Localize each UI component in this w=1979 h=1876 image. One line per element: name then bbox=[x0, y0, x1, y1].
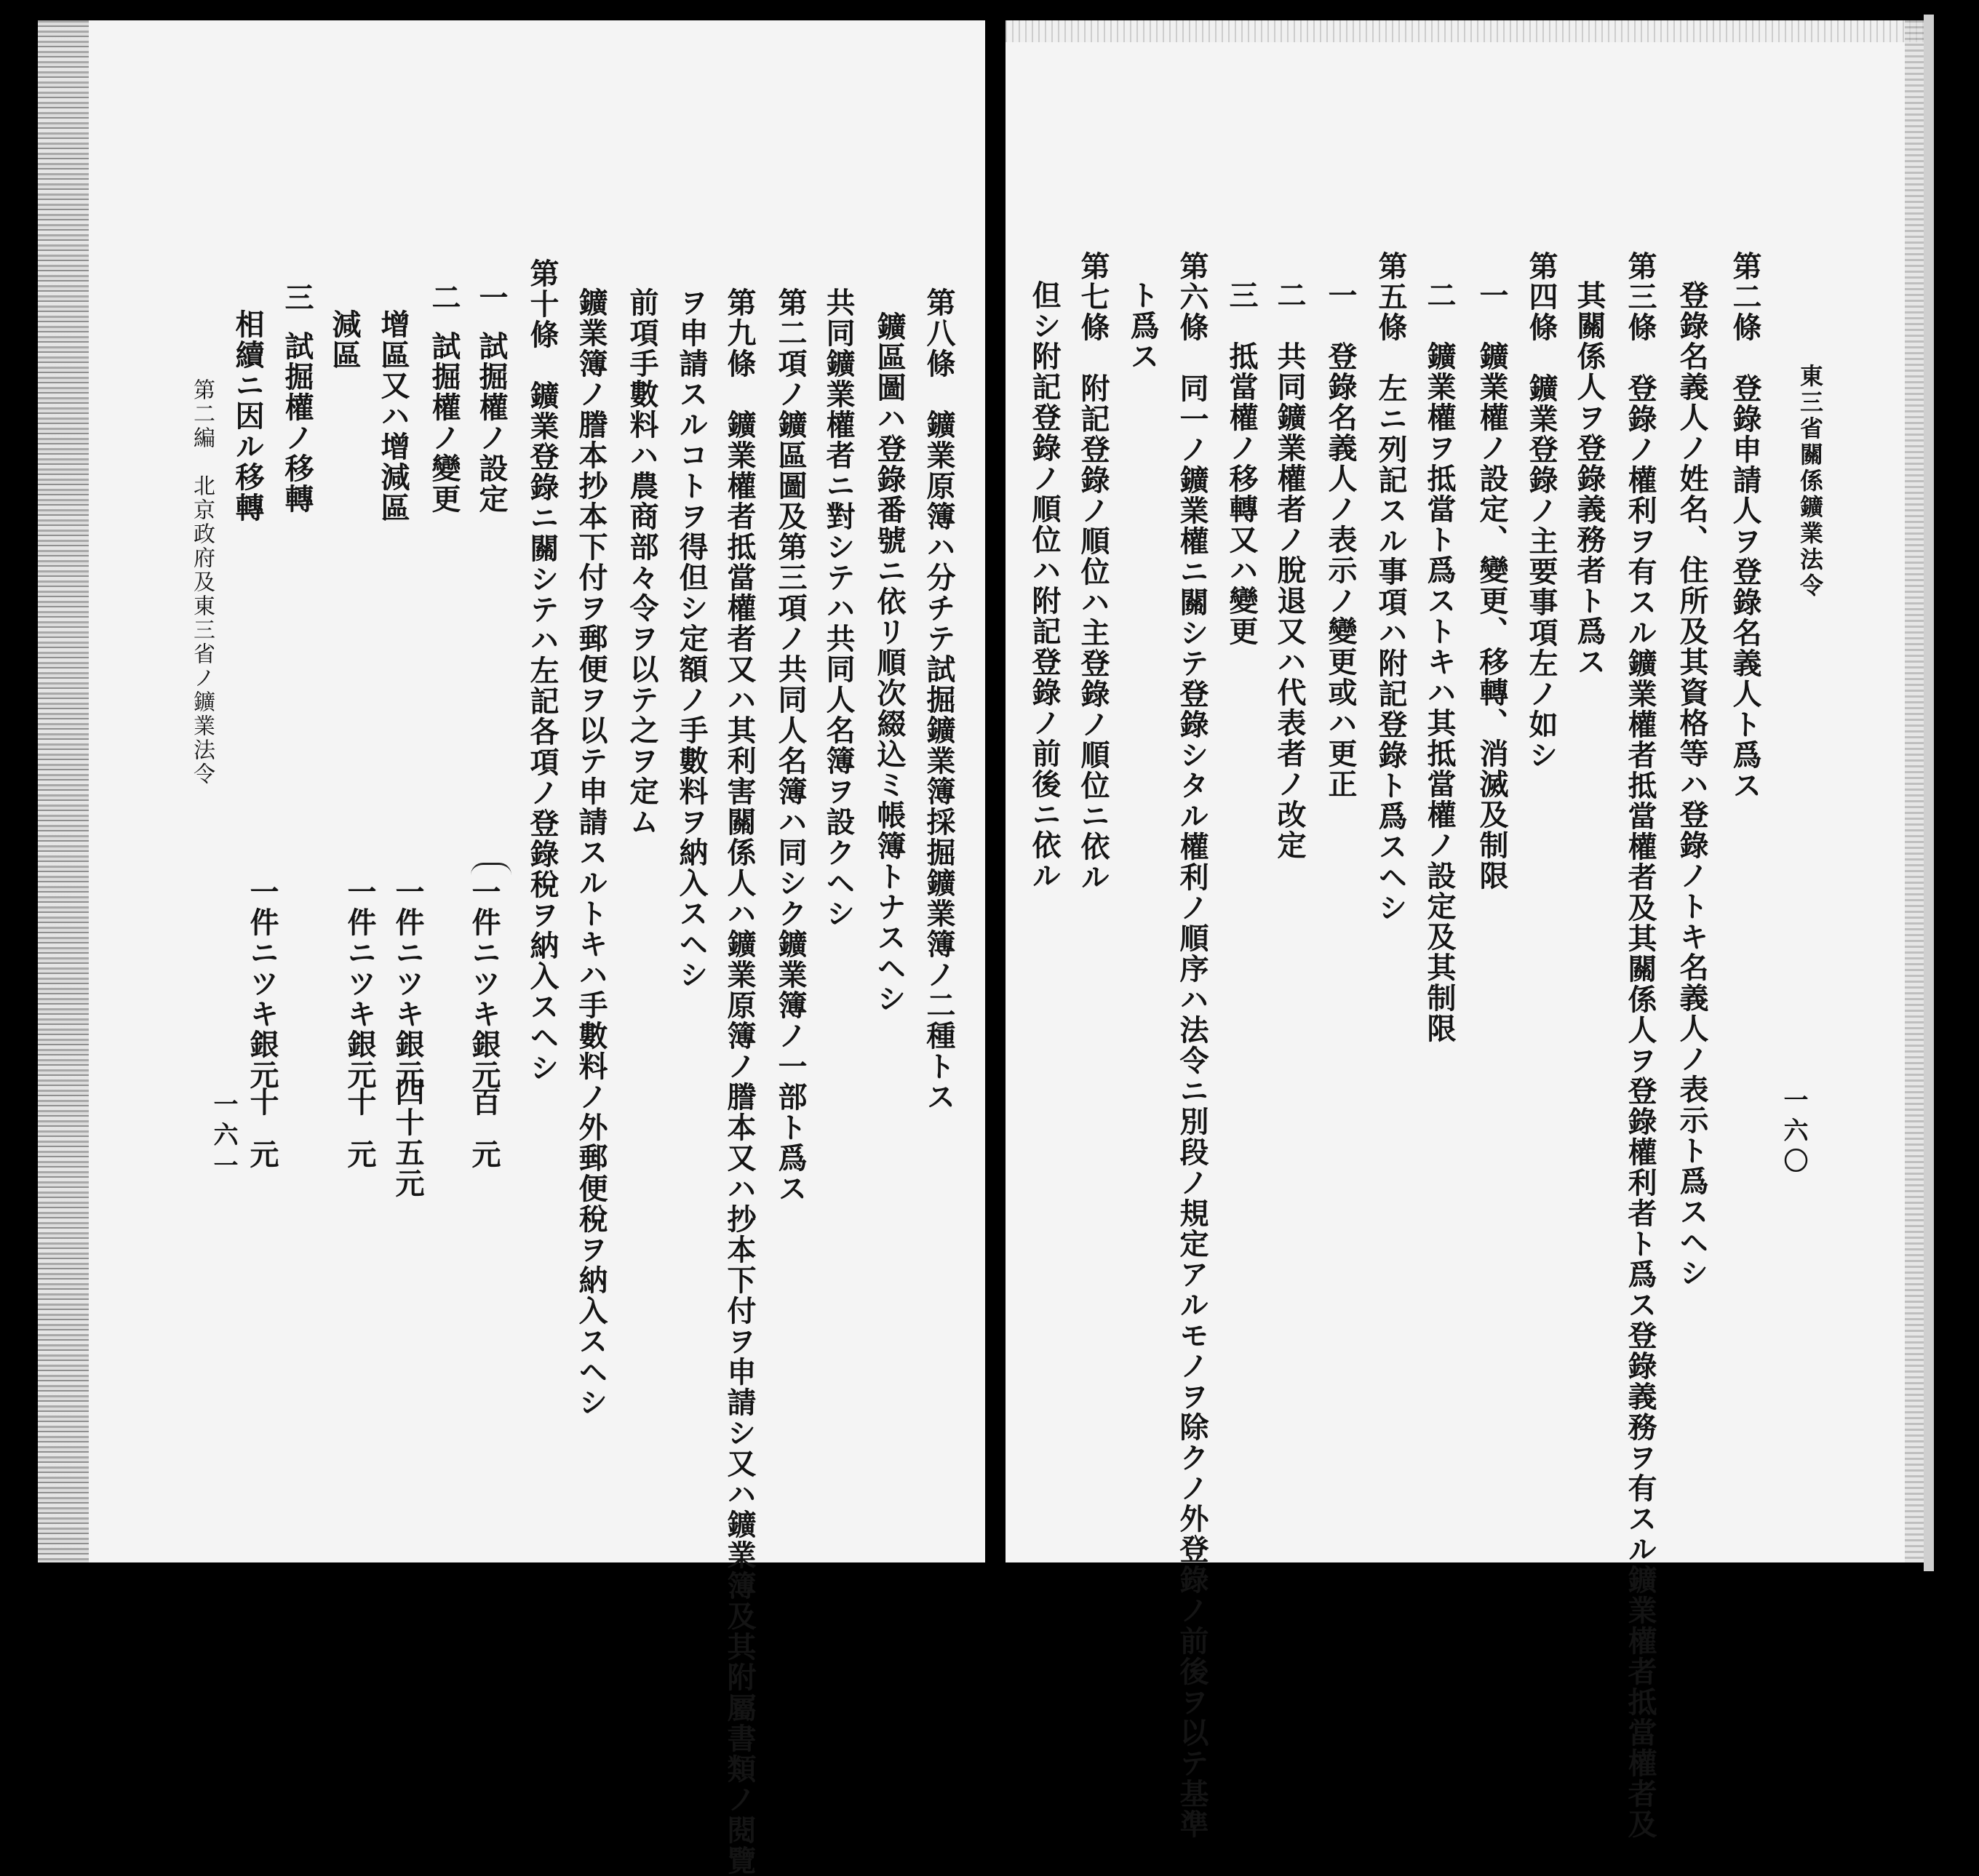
fee-amount: 十 bbox=[245, 1087, 279, 1117]
text-line: 二 鑛業權ヲ抵當ト爲ストキハ其抵當權ノ設定及其制限 bbox=[1422, 280, 1457, 1044]
running-header: 東三省關係鑛業法令 bbox=[1796, 364, 1824, 599]
text-line: 共同鑛業權者ニ對シテハ共同人名簿ヲ設クヘシ bbox=[821, 287, 856, 929]
right-page bbox=[1006, 20, 1924, 1562]
fee-unit: 一件ニツキ銀元 bbox=[391, 877, 425, 1090]
item-label: 增區又ハ增減區 bbox=[376, 309, 410, 523]
fee-suffix: 元 bbox=[467, 1139, 501, 1170]
text-line: 登錄名義人ノ姓名、住所及其資格等ハ登錄ノトキ名義人ノ表示ト爲スヘシ bbox=[1675, 280, 1709, 1288]
text-line: 第四條 鑛業登錄ノ主要事項左ノ如シ bbox=[1524, 251, 1558, 770]
text-line: 第六條 同一ノ鑛業權ニ關シテ登錄シタル權利ノ順序ハ法令ニ別段ノ規定アルモノヲ除クノ外登錄ノ前後ヲ以テ基準 bbox=[1175, 251, 1209, 1840]
fee-amount: 十 bbox=[343, 1087, 377, 1117]
text-line: 但シ附記登錄ノ順位ハ附記登錄ノ前後ニ依ル bbox=[1027, 280, 1062, 891]
fee-unit: 一件ニツキ銀元 bbox=[467, 877, 501, 1090]
fee-unit: 一件ニツキ銀元 bbox=[245, 877, 279, 1090]
item-label: 試掘權ノ變更 bbox=[427, 331, 461, 514]
item-number: 二 bbox=[427, 282, 461, 313]
text-line: 第二項ノ鑛區圖及第三項ノ共同人名簿ハ同シク鑛業簿ノ一部ト爲ス bbox=[773, 287, 808, 1204]
text-line: 鑛業簿ノ謄本抄本下付ヲ郵便ヲ以テ申請スルトキハ手數料ノ外郵便稅ヲ納入スヘシ bbox=[574, 287, 608, 1418]
item-label: 相續ニ因ル移轉 bbox=[231, 309, 265, 523]
text-line: 鑛區圖ハ登錄番號ニ依リ順次綴込ミ帳簿トナスヘシ bbox=[872, 311, 907, 1014]
text-line: 其關係人ヲ登錄義務者ト爲ス bbox=[1572, 280, 1606, 677]
text-line: 第七條 附記登錄ノ順位ハ主登錄ノ順位ニ依ル bbox=[1076, 251, 1110, 893]
item-number: 三 bbox=[280, 282, 314, 313]
text-line: 第五條 左ニ列記スル事項ハ附記登錄ト爲スヘシ bbox=[1374, 251, 1408, 923]
item-label: 試掘權ノ移轉 bbox=[280, 331, 314, 514]
page-edge bbox=[1924, 15, 1934, 1571]
text-line: 三 抵當權ノ移轉又ハ變更 bbox=[1225, 280, 1259, 647]
item-label: 試掘權ノ設定 bbox=[474, 331, 509, 514]
fee-unit: 一件ニツキ銀元 bbox=[343, 877, 377, 1090]
text-line: 第二條 登錄申請人ヲ登錄名義人ト爲ス bbox=[1728, 251, 1762, 801]
text-line: 一 鑛業權ノ設定、變更、移轉、消滅及制限 bbox=[1475, 280, 1509, 891]
text-line: ヲ申請スルコトヲ得但シ定額ノ手數料ヲ納入スヘシ bbox=[674, 287, 709, 990]
text-line: 第九條 鑛業權者抵當權者又ハ其利害關係人ハ鑛業原簿ノ謄本又ハ抄本下付ヲ申請シ又ハ鑛業簿及其附屬書類ノ閱覽 bbox=[722, 287, 757, 1876]
text-line: ト爲ス bbox=[1126, 280, 1160, 372]
text-line: 第八條 鑛業原簿ハ分チテ試掘鑛業簿採掘鑛業簿ノ二種トス bbox=[922, 287, 956, 1112]
fee-amount: 百 bbox=[467, 1087, 501, 1117]
page-number-right: 一六〇 bbox=[1779, 1087, 1808, 1178]
page-number-left: 一六一 bbox=[209, 1091, 238, 1183]
item-number: 一 bbox=[474, 282, 509, 313]
text-line: 二 共同鑛業權者ノ脫退又ハ代表者ノ改定 bbox=[1273, 280, 1307, 861]
item-label: 減區 bbox=[327, 309, 362, 370]
bracket-mark bbox=[471, 863, 511, 875]
fee-amount: 四十五元 bbox=[391, 1077, 425, 1199]
text-line: 一 登錄名義人ノ表示ノ變更或ハ更正 bbox=[1323, 280, 1358, 799]
fee-suffix: 元 bbox=[245, 1139, 279, 1170]
fee-suffix: 元 bbox=[343, 1139, 377, 1170]
book-spine bbox=[985, 15, 1006, 1571]
text-line: 前項手數料ハ農商部々令ヲ以テ之ヲ定ム bbox=[625, 287, 659, 837]
running-footer: 第二編 北京政府及東三省ノ鑛業法令 bbox=[189, 378, 215, 786]
text-line: 第三條 登錄ノ權利ヲ有スル鑛業權者抵當權者及其關係人ヲ登錄權利者ト爲ス登錄義務ヲ有スル鑛業權者抵當權者及 bbox=[1623, 251, 1657, 1840]
text-line: 第十條 鑛業登錄ニ關シテハ左記各項ノ登錄稅ヲ納入スヘシ bbox=[525, 258, 560, 1083]
